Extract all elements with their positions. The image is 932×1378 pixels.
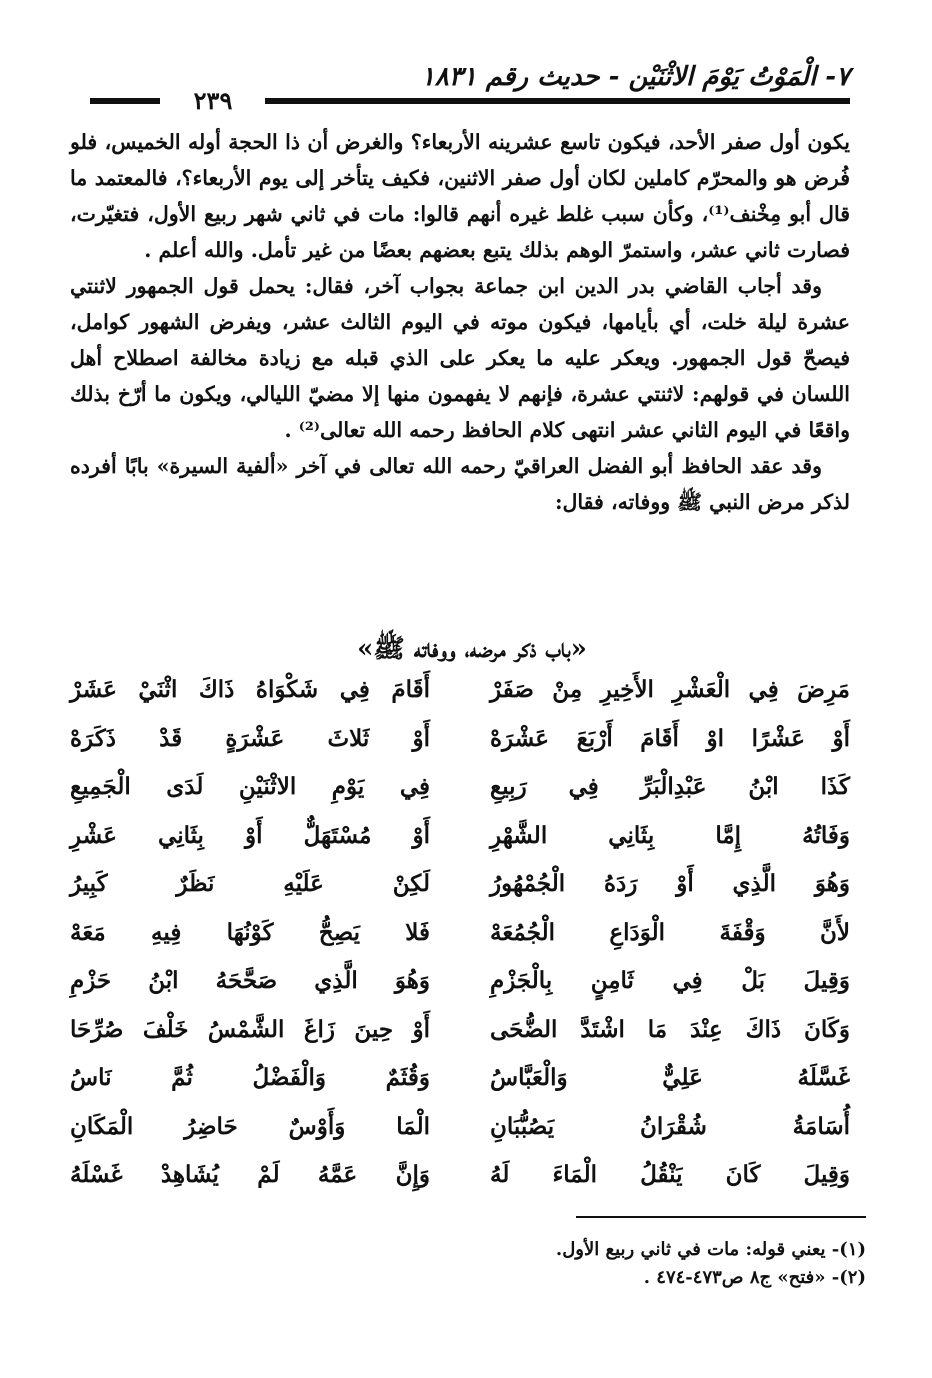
verse-first-hemistich: وَقِيلَ بَلْ فِي ثَامِنٍ بِالْجَزْمِ xyxy=(490,967,850,994)
poem-verse xyxy=(70,1064,850,1113)
section-title: «باب ذكر مرضه، ووفاته ﷺ» xyxy=(357,634,587,664)
paragraph-1: يكون أول صفر الأحد، فيكون تاسع عشرينه الأربعاء؟ والغرض أن ذا الحجة أوله الخميس، فلو فُرض هو والمحرّم كاملين لكان أول صفر الاثنين، فكيف يتأخر إلى يوم الأربعاء؟، فالمعتمد ما قال أبو مِخْنف⁽¹⁾، وكأن سبب غلط غيره أنهم قالوا: مات في ثاني شهر ربيع الأول، فتغيّرت، فصارت ثاني عشر، واستمرّ الوهم بذلك يتبع بعضهم بعضًا من غير تأمل. والله أعلم . xyxy=(70,130,850,262)
verse-first-hemistich: كَذَا ابْنُ عَبْدِالْبَرِّ فِي رَبِيعِ xyxy=(490,773,850,800)
verse-second-hemistich: فَلا يَصِحُّ كَوْنُهَا فِيهِ مَعَهْ xyxy=(70,918,430,946)
verse-second-hemistich: أَوْ ثَلاثَ عَشْرَةٍ قَدْ ذَكَرَهْ xyxy=(70,724,430,752)
poem-verse xyxy=(70,773,850,822)
header-rule xyxy=(90,86,850,115)
verse-second-hemistich: الْمَا وَأَوْسٌ حَاضِرُ الْمَكَانِ xyxy=(70,1112,430,1140)
verse-first-hemistich: وَقِيلَ كَانَ يَنْقُلُ الْمَاءَ لَهُ xyxy=(490,1161,850,1188)
body-text xyxy=(70,124,850,520)
running-title: ٧- الْمَوْتُ يَوْمَ الاثْنَيْن - حديث رقم ١٨٣١ xyxy=(420,62,850,92)
verse-second-hemistich: أَقَامَ فِي شَكْوَاهُ ذَاكَ اثْنَيْ عَشَرْ xyxy=(70,676,430,703)
paragraph-3: وقد عقد الحافظ أبو الفضل العراقيّ رحمه الله تعالى في آخر «ألفية السيرة» بابًا أفرده لذكر مرض النبي ﷺ ووفاته، فقال: xyxy=(70,454,850,514)
verse-first-hemistich: وَفَاتُهُ إِمَّا بِثَانِي الشَّهْرِ xyxy=(490,821,850,849)
verse-second-hemistich: فِي يَوْمِ الاثْنَيْنِ لَدَى الْجَمِيعِ xyxy=(70,773,430,800)
verse-first-hemistich: غَسَّلَهُ عَلِيٌّ وَالْعَبَّاسُ xyxy=(490,1064,850,1091)
poem-verse xyxy=(70,1161,850,1210)
footnotes xyxy=(86,1236,866,1292)
footnote-divider xyxy=(576,1216,866,1218)
verse-second-hemistich: أَوْ حِينَ زَاغَ الشَّمْسُ خَلْفَ صُرِّحَا xyxy=(70,1015,430,1043)
poem-verse xyxy=(70,1113,850,1162)
poem-verse xyxy=(70,676,850,725)
verse-second-hemistich: أَوْ مُسْتَهَلٌّ أَوْ بِثَانِي عَشْرِ xyxy=(70,821,430,849)
poem-verse xyxy=(70,967,850,1016)
footnote-2: (٢)- «فتح» ج٨ ص٤٧٣-٤٧٤ . xyxy=(643,1267,866,1288)
paragraph-2: وقد أجاب القاضي بدر الدين ابن جماعة بجواب آخر، فقال: يحمل قول الجمهور لاثنتي عشرة ليلة خلت، أي بأيامها، فيكون موته في اليوم الثالث عشر، ويفرض الشهور كوامل، فيصحّ قول الجمهور. ويعكر عليه ما يعكر على الذي قبله مع زيادة مخالفة اصطلاح أهل اللسان في قولهم: لاثنتي عشرة، فإنهم لا يفهمون منها إلا مضيّ الليالي، ويكون ما أرّخ بذلك واقعًا في اليوم الثاني عشر انتهى كلام الحافظ رحمه الله تعالى⁽²⁾ . xyxy=(70,274,850,442)
verse-first-hemistich: أَوْ عَشْرًا اوْ أَقَامَ أَرْبَعَ عَشْرَهْ xyxy=(490,724,850,752)
poem-verse xyxy=(70,870,850,919)
poem-verse xyxy=(70,919,850,968)
poem-verse xyxy=(70,725,850,774)
verse-second-hemistich: وَقُثَمٌ وَالْفَضْلُ ثُمَّ نَاسُ xyxy=(70,1064,430,1091)
verse-first-hemistich: أُسَامَةُ شُقْرَانُ يَصُبُّبَانِ xyxy=(490,1112,850,1140)
footnote-1: (١)- يعني قوله: مات في ثاني ربيع الأول. xyxy=(555,1239,866,1260)
verse-second-hemistich: وَهُوَ الَّذِي صَحَّحَهُ ابْنُ حَزْمِ xyxy=(70,967,430,994)
header-rule-line-left xyxy=(90,98,160,104)
poem xyxy=(70,676,850,1210)
poem-verse xyxy=(70,822,850,871)
page-number: ٢٣٩ xyxy=(193,86,233,115)
verse-first-hemistich: لأَنَّ وَقْفَةَ الْوَدَاعِ الْجُمُعَهْ xyxy=(490,918,850,946)
header-rule-line-right xyxy=(265,98,850,104)
verse-first-hemistich: وَكَانَ ذَاكَ عِنْدَ مَا اشْتَدَّ الضُّحَى xyxy=(490,1015,850,1043)
verse-first-hemistich: مَرِضَ فِي الْعَشْرِ الأَخِيرِ مِنْ صَفَرْ xyxy=(490,676,850,703)
verse-second-hemistich: وَإِنَّ عَمَّهُ لَمْ يُشَاهِدْ غَسْلَهُ xyxy=(70,1161,430,1188)
poem-verse xyxy=(70,1016,850,1065)
verse-second-hemistich: لَكِنْ عَلَيْهِ نَظَرٌ كَبِيرُ xyxy=(70,870,430,897)
verse-first-hemistich: وَهُوَ الَّذِي أَوْ رَدَهُ الْجُمْهُورُ xyxy=(490,870,850,897)
